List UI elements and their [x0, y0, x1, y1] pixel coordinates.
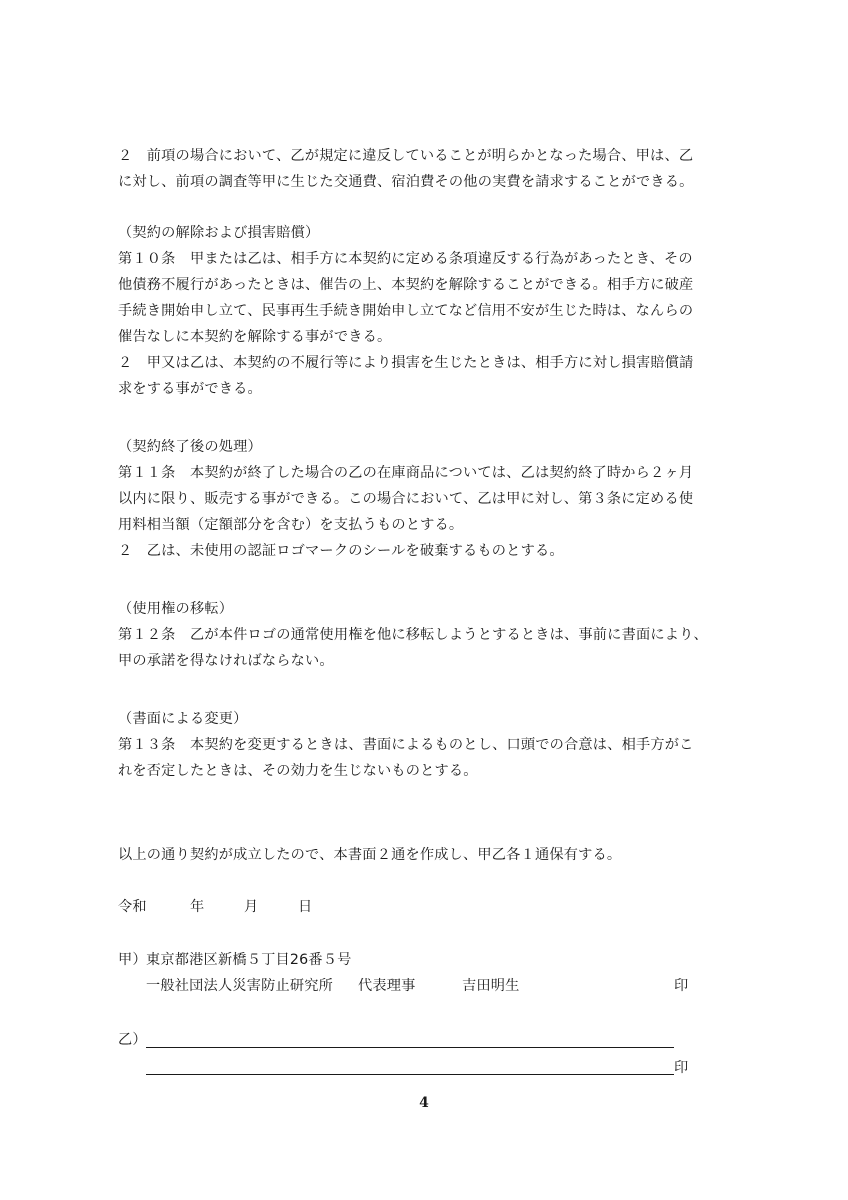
- text-line: ２ 甲又は乙は、本契約の不履行等により損害を生じたときは、相手方に対し損害賠償請: [118, 355, 694, 371]
- text-line: 第１３条 本契約を変更するときは、書面によるものとし、口頭での合意は、相手方がこ: [118, 737, 694, 753]
- signature-line-name[interactable]: [146, 1074, 674, 1075]
- text-line: 他債務不履行があったときは、催告の上、本契約を解除することができる。相手方に破産: [118, 277, 694, 293]
- party-a-seal: 印: [674, 978, 689, 994]
- party-a-title: 代表理事: [358, 978, 416, 994]
- text-line: 用料相当額（定額部分を含む）を支払うものとする。: [118, 517, 464, 533]
- date-era: 令和: [118, 899, 147, 915]
- text-line: 催告なしに本契約を解除する事ができる。: [118, 329, 392, 345]
- text-line: 第１０条 甲または乙は、相手方に本契約に定める条項違反する行為があったとき、その: [118, 251, 693, 267]
- signature-line-address[interactable]: [146, 1047, 674, 1048]
- date-year: 年: [190, 899, 205, 915]
- text-line: 求をする事ができる。: [118, 381, 262, 397]
- text-line: 第１２条 乙が本件ロゴの通常使用権を他に移転しようとするときは、事前に書面により、: [118, 627, 708, 643]
- party-a-name: 吉田明生: [462, 978, 520, 994]
- page-number: 4: [419, 1095, 429, 1111]
- text-line: 甲の承諾を得なければならない。: [118, 653, 334, 669]
- party-b-seal: 印: [674, 1060, 689, 1076]
- text-line: ２ 乙は、未使用の認証ロゴマークのシールを破棄するものとする。: [118, 543, 564, 559]
- section-heading: （契約の解除および損害賠償）: [118, 225, 320, 241]
- section-heading: （契約終了後の処理）: [118, 439, 262, 455]
- section-heading: （書面による変更）: [118, 711, 248, 727]
- section-heading: （使用権の移転）: [118, 601, 234, 617]
- party-a-org: 一般社団法人災害防止研究所: [146, 978, 334, 994]
- text-line: 第１１条 本契約が終了した場合の乙の在庫商品については、乙は契約終了時から２ヶ月: [118, 465, 694, 481]
- text-line: に対し、前項の調査等甲に生じた交通費、宿泊費その他の実費を請求することができる。: [118, 174, 694, 190]
- closing-statement: 以上の通り契約が成立したので、本書面２通を作成し、甲乙各１通保有する。: [118, 847, 622, 863]
- text-line: ２ 前項の場合において、乙が規定に違反していることが明らかとなった場合、甲は、乙: [118, 148, 694, 164]
- text-line: 手続き開始申し立て、民事再生手続き開始申し立てなど信用不安が生じた時は、なんらの: [118, 303, 694, 319]
- date-day: 日: [298, 899, 313, 915]
- party-a-address: 東京都港区新橋５丁目26番５号: [146, 952, 352, 968]
- date-month: 月: [244, 899, 259, 915]
- text-line: 以内に限り、販売する事ができる。この場合において、乙は甲に対し、第３条に定める使: [118, 491, 694, 507]
- party-a-label: 甲）: [118, 952, 147, 968]
- party-b-label: 乙）: [118, 1032, 147, 1048]
- text-line: れを否定したときは、その効力を生じないものとする。: [118, 763, 478, 779]
